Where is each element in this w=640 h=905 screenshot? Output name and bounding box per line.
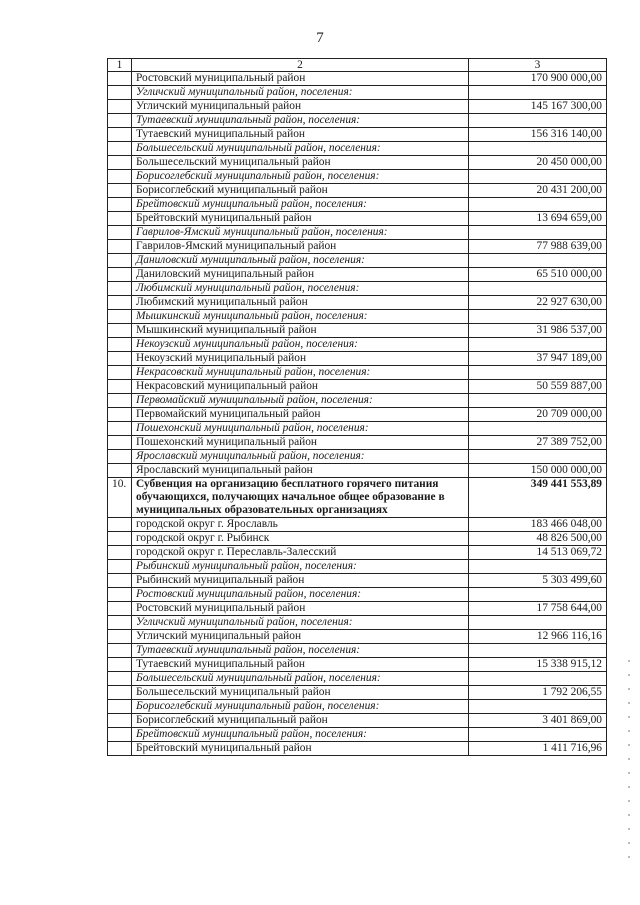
amount-cell [469,142,607,156]
amount-cell [469,86,607,100]
section-total: 349 441 553,89 [469,478,607,518]
group-heading-row [108,672,607,686]
group-heading-label: Рыбинский муниципальный район, поселения: [132,560,469,574]
row-number-cell [108,128,132,142]
group-heading-label: Любимский муниципальный район, поселения: [132,282,469,296]
row-number-cell [108,422,132,436]
district-row [108,100,607,114]
group-heading-label: Мышкинский муниципальный район, поселения: [132,310,469,324]
district-row [108,436,607,450]
group-heading-label: Борисоглебский муниципальный район, поселения: [132,700,469,714]
row-number-cell [108,714,132,728]
group-heading-row [108,310,607,324]
row-number-cell [108,602,132,616]
amount-cell [469,616,607,630]
group-heading-label: Большесельский муниципальный район, поселения: [132,672,469,686]
district-row [108,686,607,700]
district-label: городской округ г. Ярославль [132,518,469,532]
district-label: Даниловский муниципальный район [132,268,469,282]
district-row [108,464,607,478]
row-number-cell [108,518,132,532]
group-heading-row [108,226,607,240]
group-heading-label: Большесельский муниципальный район, поселения: [132,142,469,156]
group-heading-label: Гаврилов-Ямский муниципальный район, поселения: [132,226,469,240]
row-number-cell [108,742,132,756]
group-heading-row [108,254,607,268]
group-heading-row [108,728,607,742]
district-label: Брейтовский муниципальный район [132,212,469,226]
row-number-cell [108,338,132,352]
group-heading-label: Некоузский муниципальный район, поселения: [132,338,469,352]
group-heading-label: Даниловский муниципальный район, поселения: [132,254,469,268]
district-row [108,212,607,226]
row-number-cell [108,156,132,170]
row-number-cell [108,588,132,602]
group-heading-label: Угличский муниципальный район, поселения: [132,616,469,630]
group-heading-row [108,394,607,408]
row-number-cell [108,268,132,282]
district-label: Угличский муниципальный район [132,630,469,644]
row-number-cell [108,450,132,464]
row-number-cell [108,240,132,254]
group-heading-label: Брейтовский муниципальный район, поселения: [132,728,469,742]
amount-cell: 170 900 000,00 [469,72,607,86]
amount-cell [469,728,607,742]
row-number-cell [108,686,132,700]
row-number-cell [108,226,132,240]
district-row [108,602,607,616]
amount-cell [469,338,607,352]
header-col-2: 2 [132,59,469,72]
row-number-cell [108,728,132,742]
group-heading-row [108,422,607,436]
amount-cell: 150 000 000,00 [469,464,607,478]
group-heading-row [108,198,607,212]
scan-edge-marks [628,660,630,860]
group-heading-row [108,338,607,352]
group-heading-label: Тутаевский муниципальный район, поселения: [132,114,469,128]
district-row [108,184,607,198]
section-title: Субвенция на организацию бесплатного горячего питания обучающихся, получающих начальное общее образование в муниципальных образовательных организациях [132,478,469,518]
district-row [108,352,607,366]
group-heading-label: Брейтовский муниципальный район, поселения: [132,198,469,212]
row-number-cell [108,700,132,714]
district-row [108,532,607,546]
row-number-cell [108,616,132,630]
amount-cell: 20 709 000,00 [469,408,607,422]
page-number: 7 [316,30,324,46]
group-heading-row [108,588,607,602]
amount-cell: 14 513 069,72 [469,546,607,560]
district-label: городской округ г. Переславль-Залесский [132,546,469,560]
header-col-1: 1 [108,59,132,72]
group-heading-row [108,142,607,156]
district-label: Тутаевский муниципальный район [132,658,469,672]
amount-cell [469,170,607,184]
district-row [108,408,607,422]
group-heading-row [108,644,607,658]
group-heading-label: Тутаевский муниципальный район, поселения: [132,644,469,658]
amount-cell: 3 401 869,00 [469,714,607,728]
group-heading-label: Ростовский муниципальный район, поселения: [132,588,469,602]
amount-cell [469,114,607,128]
row-number-cell [108,532,132,546]
district-label: Борисоглебский муниципальный район [132,184,469,198]
amount-cell [469,366,607,380]
district-row [108,742,607,756]
district-label: городской округ г. Рыбинск [132,532,469,546]
district-row [108,714,607,728]
district-label: Мышкинский муниципальный район [132,324,469,338]
group-heading-row [108,616,607,630]
amount-cell: 22 927 630,00 [469,296,607,310]
group-heading-row [108,86,607,100]
district-row [108,380,607,394]
district-label: Гаврилов-Ямский муниципальный район [132,240,469,254]
row-number-cell [108,72,132,86]
district-row [108,296,607,310]
row-number-cell [108,574,132,588]
group-heading-label: Некрасовский муниципальный район, поселения: [132,366,469,380]
row-number-cell [108,394,132,408]
amount-cell: 1 792 206,55 [469,686,607,700]
district-row [108,518,607,532]
row-number-cell [108,366,132,380]
district-row [108,324,607,338]
subsidy-table [107,58,607,756]
row-number-cell [108,560,132,574]
amount-cell: 15 338 915,12 [469,658,607,672]
amount-cell: 31 986 537,00 [469,324,607,338]
district-row [108,240,607,254]
district-label: Большесельский муниципальный район [132,156,469,170]
row-number-cell [108,644,132,658]
amount-cell: 12 966 116,16 [469,630,607,644]
district-row [108,630,607,644]
district-row [108,72,607,86]
table-header-row [108,59,607,72]
row-number-cell [108,114,132,128]
amount-cell [469,588,607,602]
amount-cell [469,394,607,408]
amount-cell [469,310,607,324]
district-label: Угличский муниципальный район [132,100,469,114]
subsidy-table-body [108,59,607,756]
row-number-cell [108,324,132,338]
district-row [108,574,607,588]
section-number: 10. [108,478,132,518]
amount-cell: 77 988 639,00 [469,240,607,254]
group-heading-row [108,450,607,464]
amount-cell: 20 450 000,00 [469,156,607,170]
district-row [108,658,607,672]
district-label: Ярославский муниципальный район [132,464,469,478]
row-number-cell [108,380,132,394]
row-number-cell [108,86,132,100]
district-row [108,156,607,170]
district-label: Рыбинский муниципальный район [132,574,469,588]
row-number-cell [108,464,132,478]
amount-cell [469,282,607,296]
district-label: Брейтовский муниципальный район [132,742,469,756]
row-number-cell [108,198,132,212]
amount-cell: 183 466 048,00 [469,518,607,532]
row-number-cell [108,408,132,422]
amount-cell [469,450,607,464]
group-heading-label: Ярославский муниципальный район, поселения: [132,450,469,464]
row-number-cell [108,436,132,450]
district-label: Ростовский муниципальный район [132,602,469,616]
group-heading-row [108,114,607,128]
row-number-cell [108,212,132,226]
section-row [108,478,607,518]
row-number-cell [108,658,132,672]
amount-cell: 1 411 716,96 [469,742,607,756]
district-row [108,546,607,560]
amount-cell: 37 947 189,00 [469,352,607,366]
amount-cell [469,644,607,658]
amount-cell [469,422,607,436]
group-heading-label: Первомайский муниципальный район, поселения: [132,394,469,408]
amount-cell: 50 559 887,00 [469,380,607,394]
row-number-cell [108,352,132,366]
amount-cell [469,254,607,268]
amount-cell: 65 510 000,00 [469,268,607,282]
group-heading-row [108,700,607,714]
amount-cell [469,198,607,212]
district-label: Любимский муниципальный район [132,296,469,310]
row-number-cell [108,254,132,268]
amount-cell: 156 316 140,00 [469,128,607,142]
amount-cell [469,560,607,574]
row-number-cell [108,184,132,198]
header-col-3: 3 [469,59,607,72]
row-number-cell [108,100,132,114]
district-row [108,268,607,282]
amount-cell [469,700,607,714]
district-label: Пошехонский муниципальный район [132,436,469,450]
amount-cell: 17 758 644,00 [469,602,607,616]
group-heading-row [108,560,607,574]
district-row [108,128,607,142]
row-number-cell [108,672,132,686]
row-number-cell [108,546,132,560]
amount-cell: 5 303 499,60 [469,574,607,588]
amount-cell [469,672,607,686]
row-number-cell [108,310,132,324]
row-number-cell [108,296,132,310]
amount-cell: 48 826 500,00 [469,532,607,546]
amount-cell: 13 694 659,00 [469,212,607,226]
district-label: Некоузский муниципальный район [132,352,469,366]
row-number-cell [108,142,132,156]
district-label: Ростовский муниципальный район [132,72,469,86]
amount-cell: 20 431 200,00 [469,184,607,198]
district-label: Тутаевский муниципальный район [132,128,469,142]
group-heading-row [108,170,607,184]
group-heading-row [108,366,607,380]
group-heading-label: Угличский муниципальный район, поселения: [132,86,469,100]
group-heading-label: Борисоглебский муниципальный район, поселения: [132,170,469,184]
row-number-cell [108,630,132,644]
district-label: Первомайский муниципальный район [132,408,469,422]
group-heading-label: Пошехонский муниципальный район, поселения: [132,422,469,436]
district-label: Большесельский муниципальный район [132,686,469,700]
row-number-cell [108,170,132,184]
group-heading-row [108,282,607,296]
district-label: Некрасовский муниципальный район [132,380,469,394]
amount-cell: 145 167 300,00 [469,100,607,114]
amount-cell [469,226,607,240]
district-label: Борисоглебский муниципальный район [132,714,469,728]
amount-cell: 27 389 752,00 [469,436,607,450]
row-number-cell [108,282,132,296]
